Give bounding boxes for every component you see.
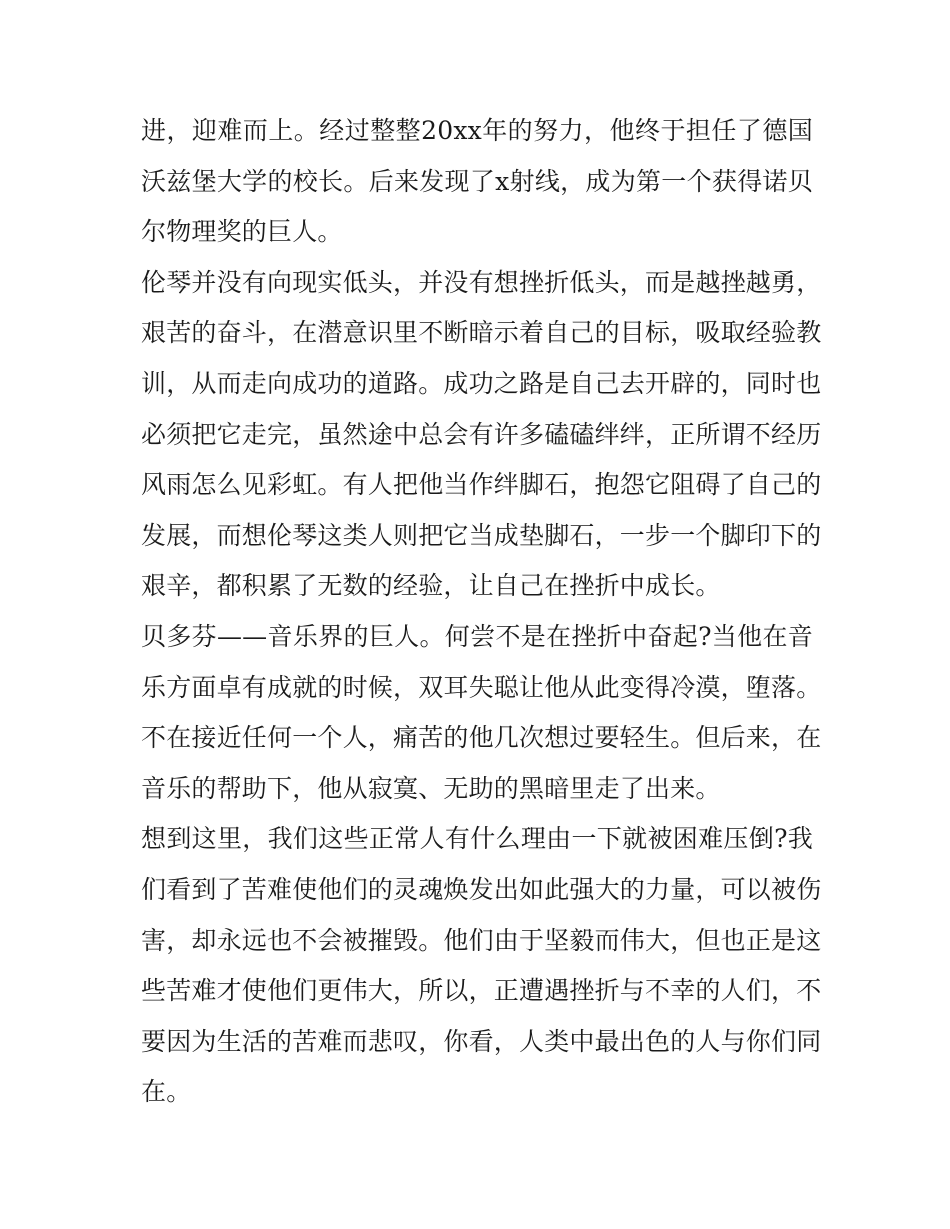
text-line: 贝多芬——音乐界的巨人。何尝不是在挫折中奋起?当他在音 [141,621,813,651]
text-line: 艰辛，都积累了无数的经验，让自己在挫折中成长。 [141,571,721,601]
text-line: 害，却永远也不会被摧毁。他们由于坚毅而伟大，但也正是这 [141,925,822,955]
body-text [141,106,822,1118]
text-line: 在。 [141,1077,192,1107]
text-line: 必须把它走完，虽然途中总会有许多磕磕绊绊，正所谓不经历 [141,419,822,449]
text-line: 音乐的帮助下，他从寂寞、无助的黑暗里走了出来。 [141,773,721,803]
text-line: 风雨怎么见彩虹。有人把他当作绊脚石，抱怨它阻碍了自己的 [141,470,822,500]
text-line: 尔物理奖的巨人。 [141,217,343,247]
text-line: 不在接近任何一个人，痛苦的他几次想过要轻生。但后来，在 [141,723,822,753]
text-line: 伦琴并没有向现实低头，并没有想挫折低头，而是越挫越勇， [141,267,822,297]
text-line: 乐方面卓有成就的时候，双耳失聪让他从此变得冷漠，堕落。 [141,672,822,702]
text-line: 进，迎难而上。经过整整20xx年的努力，他终于担任了德国 [141,116,813,145]
text-line: 想到这里，我们这些正常人有什么理由一下就被困难压倒?我 [141,824,813,854]
text-line: 些苦难才使他们更伟大，所以，正遭遇挫折与不幸的人们，不 [141,976,822,1006]
text-line: 发展，而想伦琴这类人则把它当成垫脚石，一步一个脚印下的 [141,520,822,550]
text-line: 艰苦的奋斗，在潜意识里不断暗示着自己的目标，吸取经验教 [141,318,822,348]
text-line: 训，从而走向成功的道路。成功之路是自己去开辟的，同时也 [141,368,822,398]
text-line: 沃兹堡大学的校长。后来发现了x射线，成为第一个获得诺贝 [141,166,813,196]
text-line: 们看到了苦难使他们的灵魂焕发出如此强大的力量，可以被伤 [141,874,822,904]
text-line: 要因为生活的苦难而悲叹，你看，人类中最出色的人与你们同 [141,1026,822,1056]
